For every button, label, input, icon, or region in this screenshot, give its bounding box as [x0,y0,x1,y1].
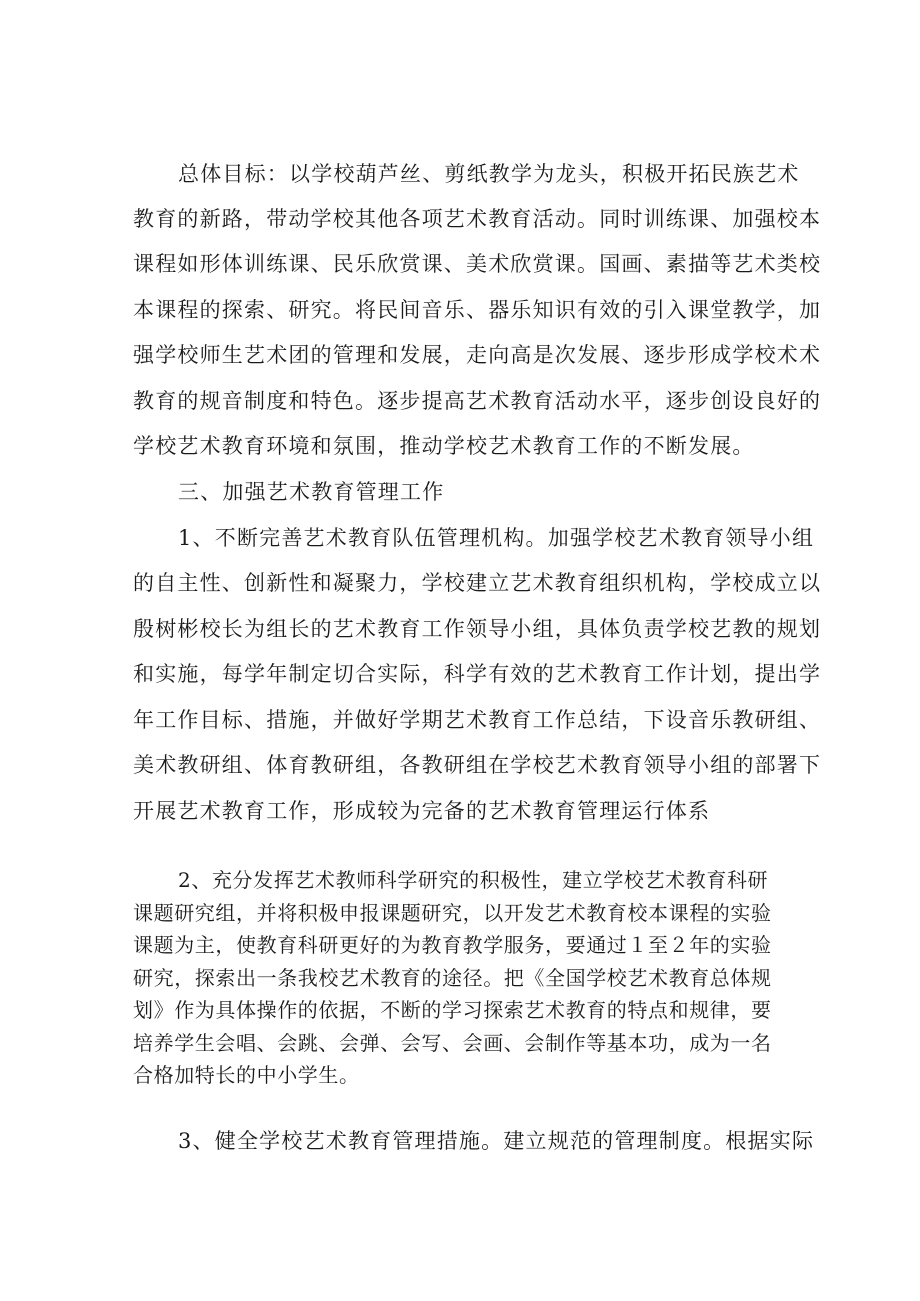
paragraph-1-line-4: 本课程的探索、研究。将民间音乐、器乐知识有效的引入课堂教学，加 [133,298,822,322]
paragraph-3-line-1: 1、不断完善艺术教育队伍管理机构。加强学校艺术教育领导小组 [178,526,815,550]
paragraph-1-line-3: 课程如形体训练课、民乐欣赏课、美术欣赏课。国画、素描等艺术类校 [133,252,822,276]
paragraph-4-line-1: 2、充分发挥艺术教师科学研究的积极性，建立学校艺术教育科研 [178,868,769,892]
paragraph-3-line-6: 美术教研组、体育教研组，各教研组在学校艺术教育领导小组的部署下 [133,753,822,777]
paragraph-4-line-6: 培养学生会唱、会跳、会弹、会写、会画、会制作等基本功，成为一名 [133,1031,772,1055]
paragraph-3-line-4: 和实施，每学年制定切合实际，科学有效的艺术教育工作计划，提出学 [133,662,822,686]
paragraph-1-line-2: 教育的新路，带动学校其他各项艺术教育活动。同时训练课、加强校本 [133,207,822,231]
paragraph-4-line-7: 合格加特长的中小学生。 [133,1063,360,1087]
paragraph-3-line-5: 年工作目标、措施，并做好学期艺术教育工作总结，下设音乐教研组、 [133,708,822,732]
section-heading: 三、加强艺术教育管理工作 [178,480,445,504]
paragraph-4-line-3: 课题为主，使教育科研更好的为教育教学服务，要通过１至２年的实验 [133,933,772,957]
paragraph-4-line-5: 划》作为具体操作的依据，不断的学习探索艺术教育的特点和规律，要 [133,998,772,1022]
paragraph-1-line-6: 教育的规音制度和特色。逐步提高艺术教育活动水平，逐步创设良好的 [133,389,822,413]
paragraph-3-line-3: 殷树彬校长为组长的艺术教育工作领导小组，具体负责学校艺教的规划 [133,617,822,641]
paragraph-4-line-4: 研究，探索出一条我校艺术教育的途径。把《全国学校艺术教育总体规 [133,966,772,990]
paragraph-1-line-1: 总体目标：以学校葫芦丝、剪纸教学为龙头，积极开拓民族艺术 [178,162,800,186]
paragraph-3-line-7: 开展艺术教育工作，形成较为完备的艺术教育管理运行体系 [133,799,711,823]
paragraph-1-line-5: 强学校师生艺术团的管理和发展，走向高是次发展、逐步形成学校术术 [133,343,822,367]
paragraph-1-line-7: 学校艺术教育环境和氛围，推动学校艺术教育工作的不断发展。 [133,434,755,458]
paragraph-4-line-2: 课题研究组，并将积极申报课题研究，以开发艺术教育校本课程的实验 [133,901,772,925]
paragraph-5-line-1: 3、健全学校艺术教育管理措施。建立规范的管理制度。根据实际 [178,1129,815,1153]
paragraph-3-line-2: 的自主性、创新性和凝聚力，学校建立艺术教育组织机构，学校成立以 [133,571,822,595]
